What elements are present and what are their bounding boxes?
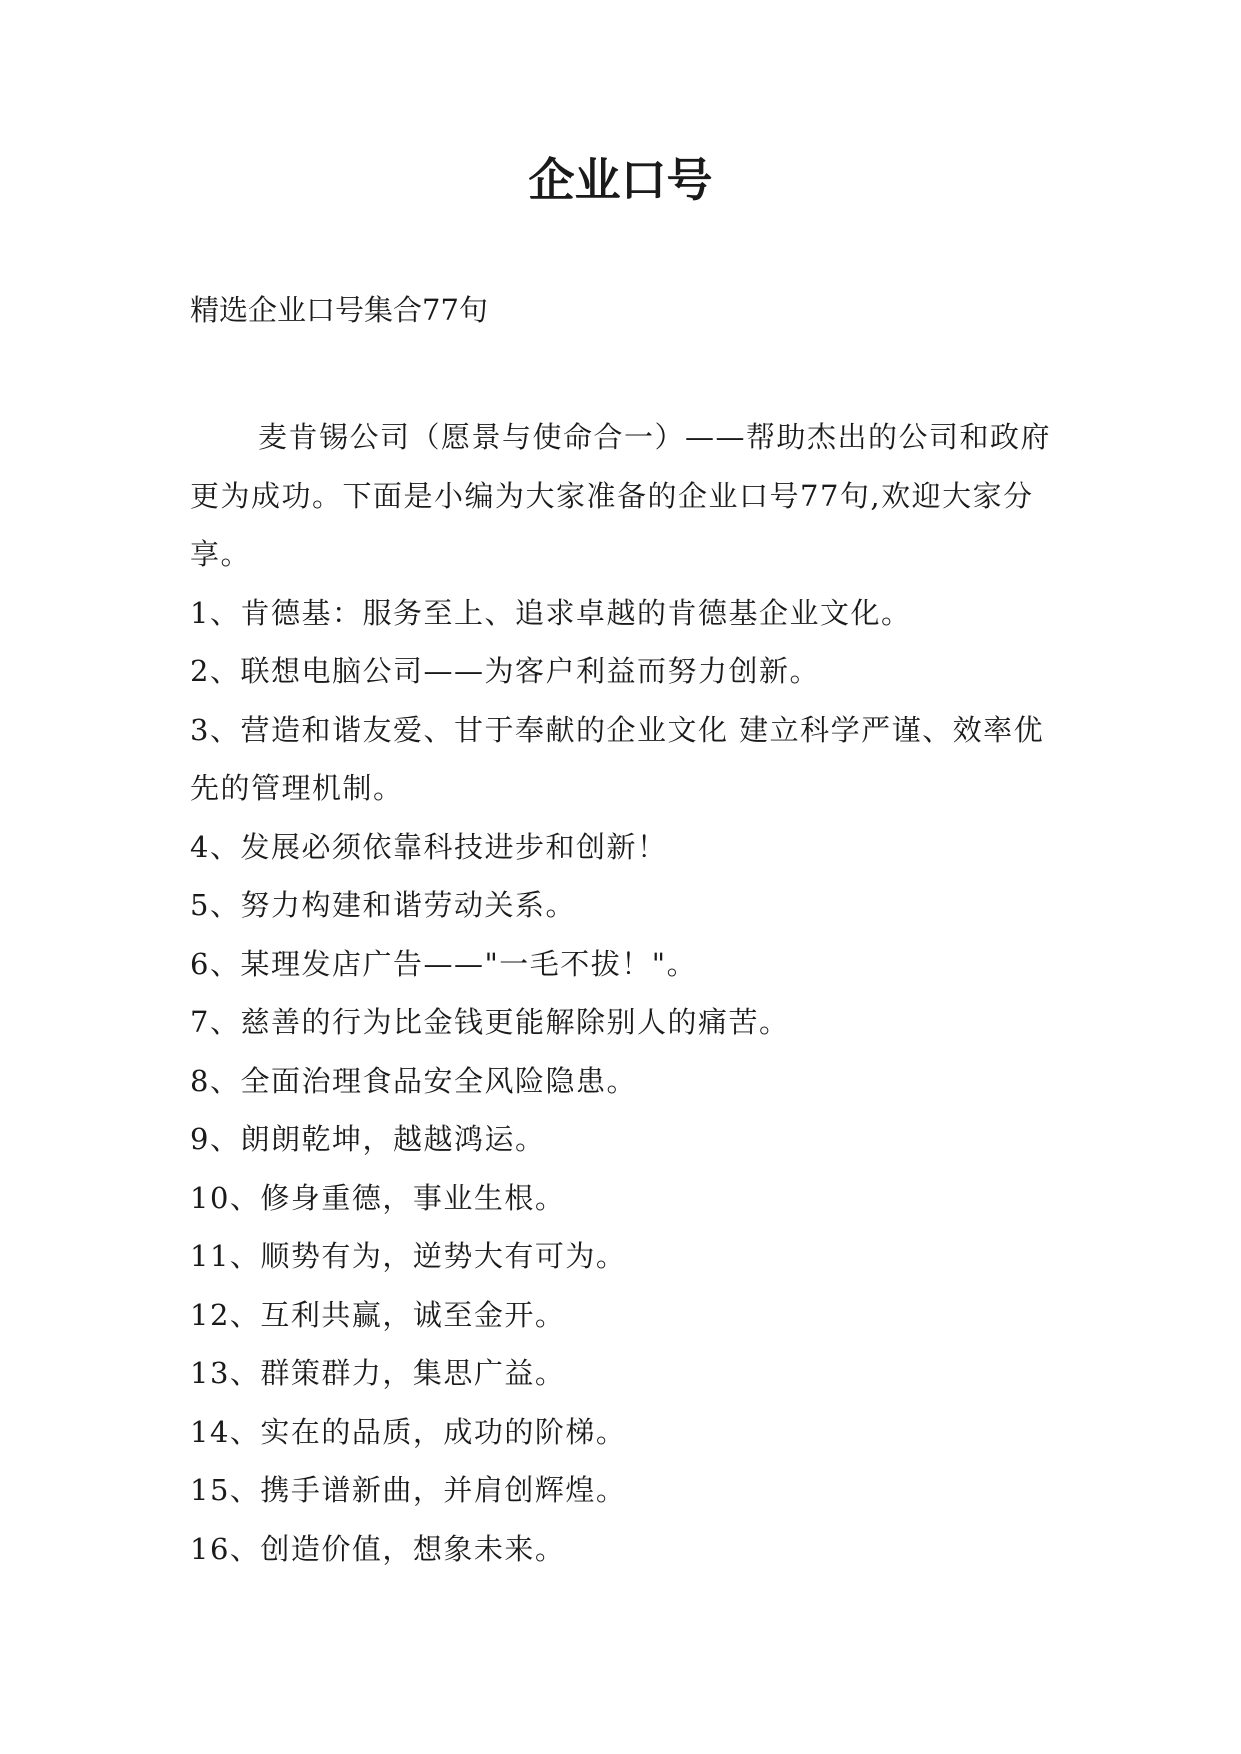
slogan-item: 15、携手谱新曲，并肩创辉煌。	[190, 1473, 627, 1507]
slogan-item: 16、创造价值，想象未来。	[190, 1531, 566, 1566]
slogan-item: 2、联想电脑公司——为客户利益而努力创新。	[190, 654, 820, 688]
slogan-item: 12、互利共赢，诚至金开。	[190, 1297, 566, 1332]
document-subtitle: 精选企业口号集合77句	[190, 293, 488, 327]
document-body	[190, 408, 1056, 1578]
intro-paragraph: 麦肯锡公司（愿景与使命合一）——帮助杰出的公司和政府更为成功。下面是小编为大家准备的企业口号77句,欢迎大家分享。	[190, 420, 1052, 571]
document-title: 企业口号	[528, 153, 713, 207]
slogan-item: 8、全面治理食品安全风险隐患。	[190, 1063, 637, 1098]
slogan-item: 9、朗朗乾坤，越越鸿运。	[190, 1122, 546, 1156]
slogan-item: 6、某理发店广告——"一毛不拔！"。	[190, 946, 698, 981]
slogan-item: 5、努力构建和谐劳动关系。	[190, 888, 576, 922]
slogan-list	[190, 584, 1056, 1579]
slogan-item: 3、营造和谐友爱、甘于奉献的企业文化 建立科学严谨、效率优先的管理机制。	[190, 712, 1045, 805]
slogan-item: 10、修身重德，事业生根。	[190, 1180, 566, 1215]
slogan-item: 1、肯德基：服务至上、追求卓越的肯德基企业文化。	[190, 595, 912, 630]
slogan-item: 14、实在的品质，成功的阶梯。	[190, 1414, 627, 1449]
slogan-item: 13、群策群力，集思广益。	[190, 1356, 566, 1390]
slogan-item: 4、发展必须依靠科技进步和创新！	[190, 829, 668, 864]
slogan-item: 11、顺势有为，逆势大有可为。	[190, 1239, 627, 1273]
slogan-item: 7、慈善的行为比金钱更能解除别人的痛苦。	[190, 1005, 790, 1039]
